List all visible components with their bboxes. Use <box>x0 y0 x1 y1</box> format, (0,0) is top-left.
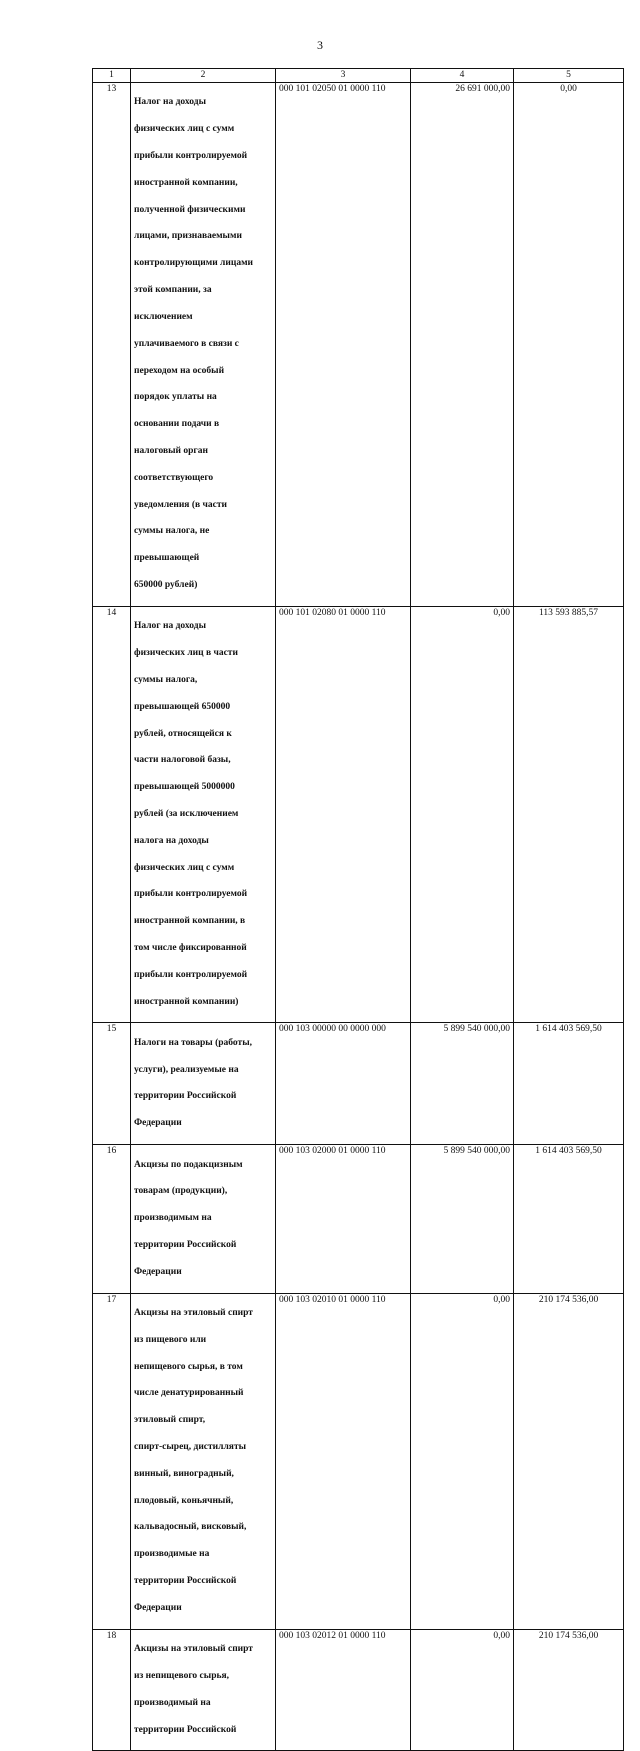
row-name-line: физических лиц в части <box>134 648 238 659</box>
row-name-line: Акцизы на этиловый спирт <box>134 1644 253 1655</box>
header-col-3: 3 <box>276 69 411 83</box>
row-name <box>131 83 276 607</box>
row-name-line: порядок уплаты на <box>134 392 217 403</box>
row-name-line: прибыли контролируемой <box>134 151 248 162</box>
header-col-5: 5 <box>514 69 624 83</box>
amount-planned: 0,00 <box>411 1293 514 1629</box>
table-row <box>93 1629 624 1751</box>
row-name-line: иностранной компании) <box>134 996 239 1007</box>
amount-planned: 0,00 <box>411 606 514 1023</box>
row-name-line: территории Российской <box>134 1091 237 1102</box>
row-name <box>131 1629 276 1751</box>
budget-code: 000 101 02080 01 0000 110 <box>276 606 411 1023</box>
row-name-line: винный, виноградный, <box>134 1468 234 1479</box>
row-name-line: Федерации <box>134 1266 182 1277</box>
row-name-line: прибыли контролируемой <box>134 889 248 900</box>
row-name-line: переходом на особый <box>134 365 225 376</box>
row-name-line: уведомления (в части <box>134 499 227 510</box>
row-name-line: суммы налога, не <box>134 526 210 537</box>
amount-actual: 210 174 536,00 <box>514 1293 624 1629</box>
row-name <box>131 1145 276 1293</box>
row-name-line: производимым на <box>134 1213 212 1224</box>
row-name-line: основании подачи в <box>134 419 220 430</box>
header-col-2: 2 <box>131 69 276 83</box>
row-name-line: соответствующего <box>134 472 214 483</box>
row-name <box>131 606 276 1023</box>
amount-planned: 0,00 <box>411 1629 514 1751</box>
row-name-line: Налог на доходы <box>134 97 206 108</box>
row-name-line: контролирующими лицами <box>134 258 254 269</box>
table-row <box>93 1023 624 1145</box>
row-name-line: рублей (за исключением <box>134 808 239 819</box>
row-name-line: исключением <box>134 311 193 322</box>
row-name-line: из непищевого сырья, <box>134 1670 230 1681</box>
row-name-line: 650000 рублей) <box>134 580 198 591</box>
row-name-line: иностранной компании, в <box>134 916 246 927</box>
row-name-line: части налоговой базы, <box>134 755 231 766</box>
row-number: 18 <box>93 1629 131 1751</box>
row-name-line: том числе фиксированной <box>134 943 247 953</box>
row-name-line: спирт-сырец, дистилляты <box>134 1442 247 1453</box>
budget-code: 000 103 02000 01 0000 110 <box>276 1145 411 1293</box>
row-name-line: превышающей 5000000 <box>134 782 235 793</box>
row-name-line: физических лиц с сумм <box>134 124 235 135</box>
amount-actual: 0,00 <box>514 83 624 607</box>
row-name-line: лицами, признаваемыми <box>134 231 242 242</box>
row-name-line: полученной физическими <box>134 204 246 215</box>
row-name-line: Налог на доходы <box>134 621 206 632</box>
row-name-line: этиловый спирт, <box>134 1415 206 1426</box>
row-name-line: Акцизы по подакцизным <box>134 1159 243 1170</box>
header-col-4: 4 <box>411 69 514 83</box>
row-name-line: производимый на <box>134 1697 211 1708</box>
row-name-line: иностранной компании, <box>134 177 238 188</box>
row-number: 16 <box>93 1145 131 1293</box>
budget-code: 000 103 02012 01 0000 110 <box>276 1629 411 1751</box>
table-row <box>93 606 624 1023</box>
budget-code: 000 103 00000 00 0000 000 <box>276 1023 411 1145</box>
amount-actual: 1 614 403 569,50 <box>514 1023 624 1145</box>
table-row <box>93 1145 624 1293</box>
row-name-line: налога на доходы <box>134 835 209 846</box>
header-col-1: 1 <box>93 69 131 83</box>
row-name-line: суммы налога, <box>134 674 198 685</box>
row-name-line: из пищевого или <box>134 1334 207 1345</box>
row-name-line: кальвадосный, висковый, <box>134 1522 247 1533</box>
row-name-line: услуги), реализуемые на <box>134 1064 239 1075</box>
row-name-line: территории Российской <box>134 1576 237 1587</box>
amount-planned: 5 899 540 000,00 <box>411 1145 514 1293</box>
row-name-line: плодовый, коньячный, <box>134 1495 234 1506</box>
row-name-line: физических лиц с сумм <box>134 862 235 873</box>
amount-planned: 26 691 000,00 <box>411 83 514 607</box>
amount-actual: 113 593 885,57 <box>514 606 624 1023</box>
amount-planned: 5 899 540 000,00 <box>411 1023 514 1145</box>
row-name-line: этой компании, за <box>134 285 212 296</box>
row-number: 14 <box>93 606 131 1023</box>
row-name-line: превышающей <box>134 553 200 564</box>
row-name-line: числе денатурированный <box>134 1388 244 1399</box>
row-name-line: налоговый орган <box>134 445 208 456</box>
row-name-line: превышающей 650000 <box>134 701 231 712</box>
table-row <box>93 83 624 607</box>
row-name-line: непищевого сырья, в том <box>134 1361 243 1372</box>
row-name-line: уплачиваемого в связи с <box>134 338 239 349</box>
budget-code: 000 103 02010 01 0000 110 <box>276 1293 411 1629</box>
row-name <box>131 1023 276 1145</box>
row-name-line: рублей, относящейся к <box>134 728 232 739</box>
row-number: 15 <box>93 1023 131 1145</box>
row-name-line: территории Российской <box>134 1724 237 1735</box>
budget-code: 000 101 02050 01 0000 110 <box>276 83 411 607</box>
row-name-line: производимые на <box>134 1549 210 1560</box>
amount-actual: 210 174 536,00 <box>514 1629 624 1751</box>
row-name-line: Федерации <box>134 1118 182 1129</box>
page-number: 3 <box>317 38 323 52</box>
amount-actual: 1 614 403 569,50 <box>514 1145 624 1293</box>
row-name-line: территории Российской <box>134 1239 237 1250</box>
revenue-table <box>92 68 624 1751</box>
row-name-line: Налоги на товары (работы, <box>134 1037 252 1048</box>
row-name-line: Акцизы на этиловый спирт <box>134 1307 253 1318</box>
row-name-line: товарам (продукции), <box>134 1186 228 1197</box>
row-name <box>131 1293 276 1629</box>
row-number: 13 <box>93 83 131 607</box>
table-row <box>93 1293 624 1629</box>
row-name-line: Федерации <box>134 1602 182 1613</box>
row-name-line: прибыли контролируемой <box>134 969 248 980</box>
row-number: 17 <box>93 1293 131 1629</box>
table-header-row <box>93 69 624 83</box>
